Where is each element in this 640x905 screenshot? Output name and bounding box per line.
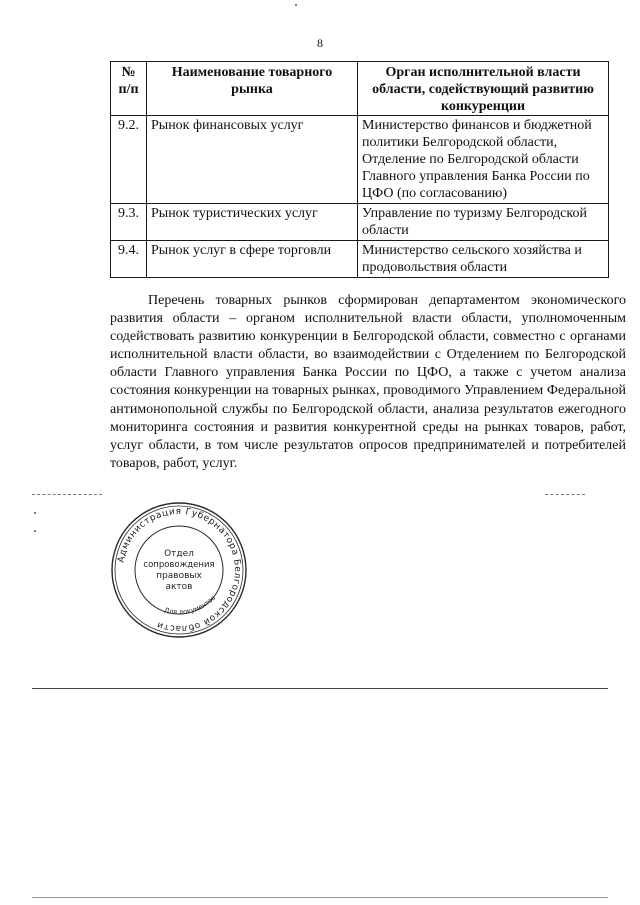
scan-mark [34,530,36,532]
scan-mark [32,494,102,495]
row-authority: Министерство сельского хозяйства и продовольствия области [358,241,609,278]
page-number: 8 [317,36,323,50]
official-stamp [109,500,249,640]
stamp-center-line: Отдел [164,549,194,559]
table-row [111,241,609,278]
scan-mark [34,512,36,514]
table-row [111,204,609,241]
table-header-row [111,62,609,116]
table-row [111,116,609,204]
scan-line [32,897,608,898]
scan-line [32,688,608,689]
row-market: Рынок туристических услуг [147,204,358,241]
scan-mark [295,4,297,6]
stamp-center-line: правовых [156,571,202,581]
row-number: 9.2. [111,116,147,204]
row-number: 9.3. [111,204,147,241]
scan-mark [545,494,585,495]
row-market: Рынок финансовых услуг [147,116,358,204]
stamp-center-line: сопровождения [143,560,215,570]
markets-table [110,61,609,278]
body-paragraph: Перечень товарных рынков сформирован департаментом экономического развития области – органом исполнительной власти области, уполномоченным содействовать развитию конкуренции в Белгородской области, совместно с органами исполнительной власти области, во взаимодействии с Отделением по Белгородской области Главного управления Банка России по ЦФО, а также с учетом анализа состояния конкуренции на товарных рынках, проводимого Управлением Федеральной антимонопольной службы по Белгородской области, анализа результатов ежегодного мониторинга состояния и развития конкурентной среды на рынках товаров, работ, услуг области, в том числе результатов опросов предпринимателей и потребителей товаров, работ, услуг. [110,293,626,471]
row-market: Рынок услуг в сфере торговли [147,241,358,278]
header-authority: Орган исполнительной власти области, содействующий развитию конкуренции [358,62,609,116]
stamp-ring-text: Администрация Губернатора Белгородской области [116,506,243,634]
row-authority: Министерство финансов и бюджетной политики Белгородской области, Отделение по Белгородской области Главного управления Банка России по ЦФО (по согласованию) [358,116,609,204]
row-authority: Управление по туризму Белгородской области [358,204,609,241]
header-market: Наименование товарного рынка [147,62,358,116]
stamp-center-line: актов [165,582,193,592]
stamp-bottom-text: Для документов [163,593,218,617]
header-number: № п/п [111,62,147,116]
row-number: 9.4. [111,241,147,278]
